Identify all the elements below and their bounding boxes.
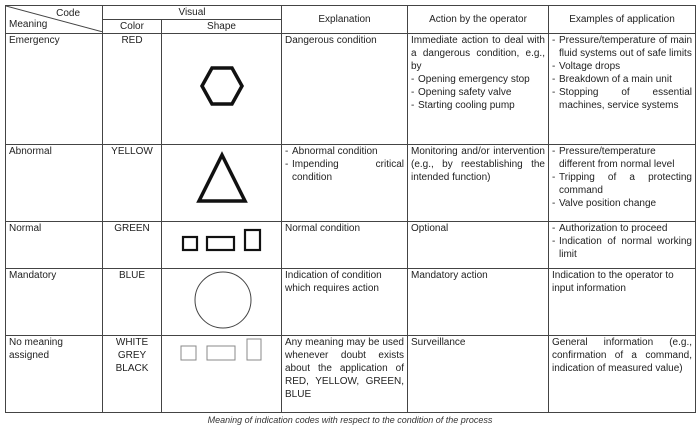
meaning-cell: Emergency (6, 34, 103, 145)
color-grey: GREY (117, 350, 147, 361)
table-row-abnormal (6, 145, 696, 222)
shape-cell (162, 145, 282, 222)
meaning-cell: No meaning assigned (6, 336, 103, 413)
explanation-cell (282, 145, 408, 222)
action-cell: Mandatory action (408, 269, 549, 336)
meaning-cell: Abnormal (6, 145, 103, 222)
list-item: - Authorization to proceed (552, 222, 692, 235)
code-meaning-header (6, 6, 103, 34)
examples-cell: Indication to the operator to input information (549, 269, 696, 336)
explanation-cell: Indication of condition which requires action (282, 269, 408, 336)
table-row-no-meaning (6, 336, 696, 413)
indication-codes-figure (5, 5, 695, 425)
list-item: - Pressure/temperature of main fluid systems out of safe limits (552, 34, 692, 60)
light-rectangles-icon (162, 336, 282, 366)
meaning-cell: Normal (6, 222, 103, 269)
triangle-icon (162, 149, 282, 213)
color-cell: BLUE (103, 269, 162, 336)
color-cell: RED (103, 34, 162, 145)
examples-header: Examples of application (549, 6, 696, 34)
examples-cell (549, 222, 696, 269)
code-header: Code (56, 8, 80, 19)
meaning-cell: Mandatory (6, 269, 103, 336)
shape-cell (162, 222, 282, 269)
list-item: - Starting cooling pump (411, 99, 545, 112)
rectangles-icon (162, 223, 282, 263)
list-item: - Indication of normal working limit (552, 235, 692, 261)
explanation-cell: Any meaning may be used whenever doubt exists about the application of RED, YELLOW, GREEN, BLUE (282, 336, 408, 413)
table-row-mandatory (6, 269, 696, 336)
hexagon-icon (162, 52, 282, 122)
table-caption: Meaning of indication codes with respect to the condition of the process (207, 415, 493, 425)
list-item: - Abnormal condition (285, 145, 404, 158)
table-row-emergency (6, 34, 696, 145)
color-black: BLACK (115, 363, 149, 374)
list-item: - Stopping of essential machines, service systems (552, 86, 692, 112)
list-item: - Voltage drops (552, 60, 692, 73)
meaning-header: Meaning (9, 19, 48, 30)
shape-cell (162, 269, 282, 336)
action-cell: Monitoring and/or intervention (e.g., by reestablishing the intended function) (408, 145, 549, 222)
header-row-1 (6, 6, 696, 20)
table-row-normal (6, 222, 696, 269)
action-cell: Surveillance (408, 336, 549, 413)
explanation-header: Explanation (282, 6, 408, 34)
explanation-cell: Dangerous condition (282, 34, 408, 145)
action-intro: Immediate action to deal with a dangerous condition, e.g., by (411, 35, 545, 72)
color-header: Color (103, 20, 162, 34)
indication-codes-table (5, 5, 696, 413)
action-header: Action by the operator (408, 6, 549, 34)
list-item: - Opening emergency stop (411, 73, 545, 86)
color-white: WHITE (115, 337, 149, 348)
color-cell: YELLOW (103, 145, 162, 222)
examples-cell (549, 34, 696, 145)
color-cell: GREEN (103, 222, 162, 269)
visual-header: Visual (103, 6, 282, 20)
list-item: - Impending critical condition (285, 158, 404, 184)
action-cell (408, 34, 549, 145)
examples-cell (549, 145, 696, 222)
examples-cell: General information (e.g., confirmation of a command, indication of measured value) (549, 336, 696, 413)
shape-cell (162, 336, 282, 413)
action-cell: Optional (408, 222, 549, 269)
list-item: - Breakdown of a main unit (552, 73, 692, 86)
list-item: - Tripping of a protecting command (552, 171, 692, 197)
explanation-cell: Normal condition (282, 222, 408, 269)
shape-header: Shape (162, 20, 282, 34)
shape-cell (162, 34, 282, 145)
circle-icon (162, 269, 282, 331)
list-item: - Valve position change (552, 197, 692, 210)
list-item: - Opening safety valve (411, 86, 545, 99)
color-cell (103, 336, 162, 413)
list-item: - Pressure/temperature different from normal level (552, 145, 692, 171)
